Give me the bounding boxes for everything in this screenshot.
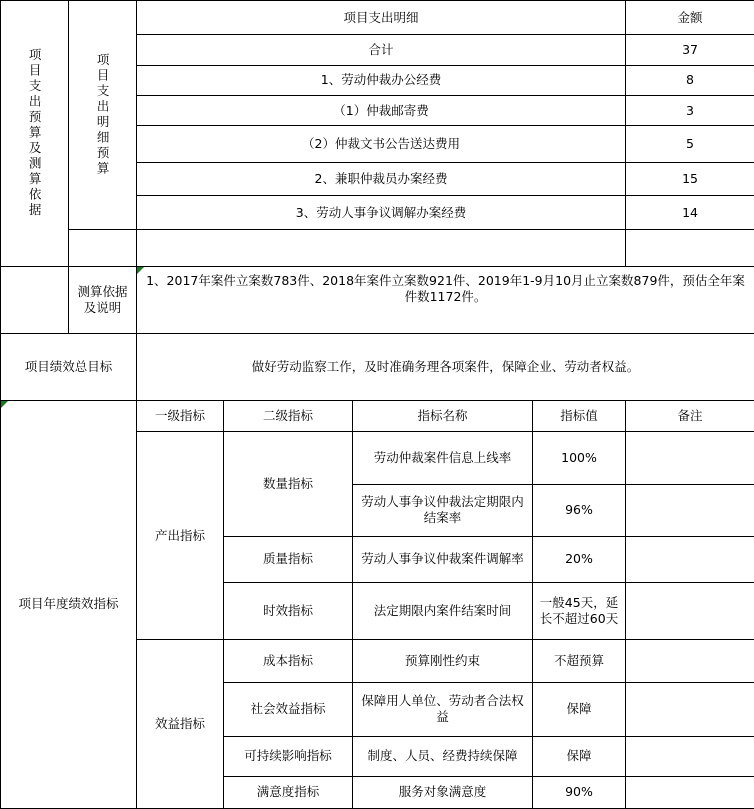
section-label-expense-detail-budget — [69, 1, 137, 230]
basis-text-cell — [137, 266, 754, 334]
expense-amount-value: 15 — [626, 162, 754, 195]
level2-indicator-sustainability: 可持续影响指标 — [224, 737, 353, 776]
level2-indicator-quantity: 数量指标 — [224, 432, 353, 537]
indicator-value: 90% — [533, 776, 626, 808]
expense-amount-value: 3 — [626, 95, 754, 125]
indicator-name: 服务对象满意度 — [353, 776, 533, 808]
section-label-expense-budget-continued — [1, 266, 69, 334]
indicator-remark — [626, 640, 754, 682]
goal-text-cell — [137, 334, 754, 401]
comment-indicator-icon — [1, 401, 8, 408]
indicator-value: 20% — [533, 537, 626, 582]
comment-indicator-icon — [137, 267, 144, 274]
indicator-value: 不超预算 — [533, 640, 626, 682]
header-amount: 金额 — [626, 1, 754, 35]
indicator-name: 劳动仲裁案件信息上线率 — [353, 432, 533, 485]
level2-indicator-satisfaction: 满意度指标 — [224, 776, 353, 808]
basis-text: 1、2017年案件立案数783件、2018年案件立案数921件、2019年1-9月10月止立案数879件，预估全年案件数1172件。 — [146, 272, 745, 304]
expense-amount-value: 8 — [626, 65, 754, 95]
basis-label — [69, 266, 137, 334]
header-indicator-value: 指标值 — [533, 400, 626, 431]
goal-label: 项目绩效总目标 — [1, 334, 137, 401]
section-label-expense-budget — [1, 1, 69, 267]
level2-indicator-quality: 质量指标 — [224, 537, 353, 582]
expense-row-empty — [1, 230, 754, 266]
indicator-name: 法定期限内案件结案时间 — [353, 582, 533, 640]
expense-amount-value: 5 — [626, 126, 754, 162]
section-label-expense-budget-text: 项目支出预算及测算依据 — [27, 48, 43, 219]
expense-amount-value — [626, 230, 754, 266]
indicator-remark — [626, 582, 754, 640]
expense-detail-label: 2、兼职仲裁员办案经费 — [137, 162, 626, 195]
section-label-annual-indicators — [1, 400, 137, 808]
indicator-name: 劳动人事争议仲裁法定期限内结案率 — [353, 484, 533, 537]
expense-detail-label: 合计 — [137, 35, 626, 65]
expense-detail-label: 3、劳动人事争议调解办案经费 — [137, 195, 626, 229]
indicator-remark — [626, 737, 754, 776]
expense-detail-empty-sub — [69, 230, 137, 266]
section-label-annual-indicators-text: 项目年度绩效指标 — [18, 596, 119, 612]
indicator-remark — [626, 484, 754, 537]
level2-indicator-timeliness: 时效指标 — [224, 582, 353, 640]
indicator-remark — [626, 432, 754, 485]
level1-indicator-benefit: 效益指标 — [137, 640, 224, 809]
goal-text: 做好劳动监察工作，及时准确务理各项案件，保障企业、劳动者权益。 — [251, 359, 640, 375]
header-indicator-name: 指标名称 — [353, 400, 533, 431]
indicator-name: 保障用人单位、劳动者合法权益 — [353, 682, 533, 737]
level2-indicator-social-benefit: 社会效益指标 — [224, 682, 353, 737]
indicator-value: 保障 — [533, 737, 626, 776]
indicator-header-row — [1, 400, 754, 431]
goal-row — [1, 334, 754, 401]
header-level2-indicator: 二级指标 — [224, 400, 353, 431]
expense-detail-label: （2）仲裁文书公告送达费用 — [137, 126, 626, 162]
expense-header-row — [1, 1, 754, 35]
section-label-expense-detail-budget-text: 项目支出明细预算 — [95, 53, 111, 178]
expense-amount-value: 14 — [626, 195, 754, 229]
indicator-value: 96% — [533, 484, 626, 537]
expense-detail-label: （1）仲裁邮寄费 — [137, 95, 626, 125]
level1-indicator-output: 产出指标 — [137, 432, 224, 640]
basis-row — [1, 266, 754, 334]
indicator-name: 预算刚性约束 — [353, 640, 533, 682]
level2-indicator-cost: 成本指标 — [224, 640, 353, 682]
expense-detail-label — [137, 230, 626, 266]
indicator-remark — [626, 776, 754, 808]
basis-label-text: 测算依据及说明 — [77, 283, 128, 315]
expense-detail-label: 1、劳动仲裁办公经费 — [137, 65, 626, 95]
expense-amount-value: 37 — [626, 35, 754, 65]
indicator-remark — [626, 682, 754, 737]
header-expense-detail: 项目支出明细 — [137, 1, 626, 35]
indicator-name: 劳动人事争议仲裁案件调解率 — [353, 537, 533, 582]
indicator-name: 制度、人员、经费持续保障 — [353, 737, 533, 776]
indicator-value: 一般45天，延长不超过60天 — [533, 582, 626, 640]
indicator-value: 保障 — [533, 682, 626, 737]
header-level1-indicator: 一级指标 — [137, 400, 224, 431]
indicator-value: 100% — [533, 432, 626, 485]
indicator-remark — [626, 537, 754, 582]
header-remark: 备注 — [626, 400, 754, 431]
